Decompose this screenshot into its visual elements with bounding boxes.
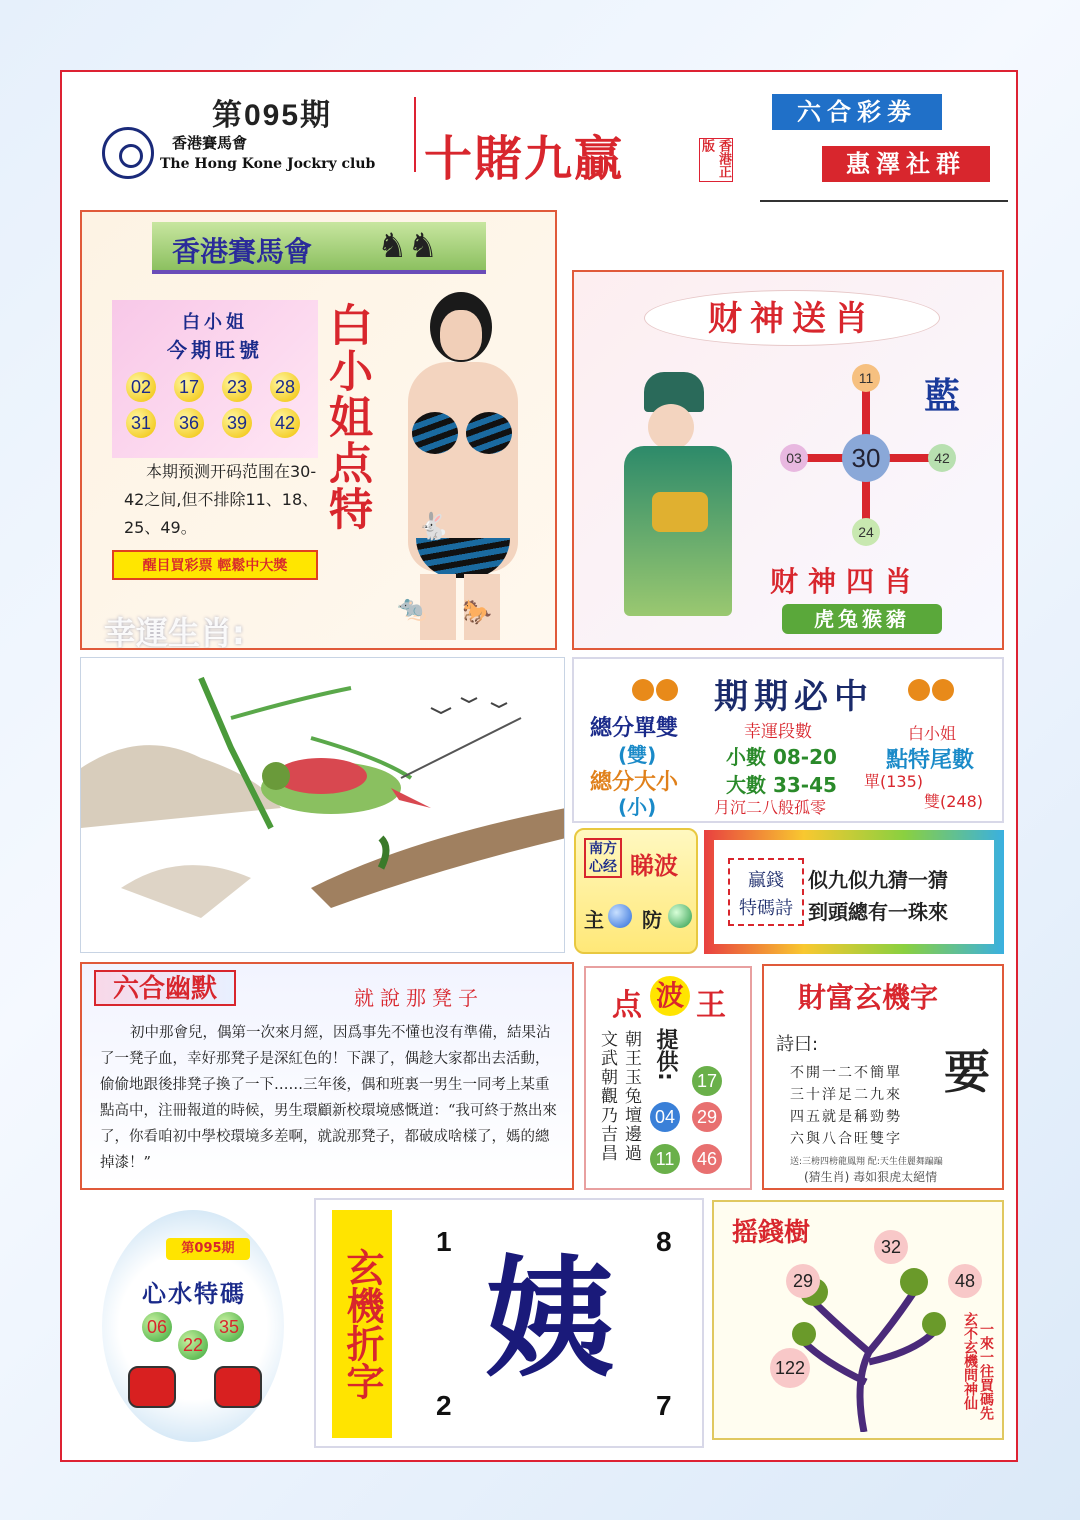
miss-bai-panel xyxy=(80,210,557,650)
blue-ball-icon xyxy=(608,904,632,928)
left-number: 03 xyxy=(780,444,808,472)
dian-number-ball: 46 xyxy=(692,1144,722,1174)
tree-side-2: 玄不玄機問神仙 xyxy=(962,1312,978,1410)
community-badge: 惠澤社群 xyxy=(822,146,990,182)
bird-illustration xyxy=(80,657,565,953)
edition-tag: 香港正版 xyxy=(699,138,733,182)
num-top-left: 1 xyxy=(436,1226,452,1257)
humor-title: 六合幽默 xyxy=(94,970,236,1006)
vertical-title: 白小姐点特 xyxy=(321,302,372,532)
dian-number-ball: 29 xyxy=(692,1102,722,1132)
green-ball-icon xyxy=(668,904,692,928)
coin-icon xyxy=(632,679,654,701)
coin-icon xyxy=(932,679,954,701)
lucky-number-ball: 23 xyxy=(222,372,252,402)
heart-number-ball: 35 xyxy=(214,1312,244,1342)
zodiac-list: 虎兔猴豬 xyxy=(782,604,942,634)
wealth-title: 财神送肖 xyxy=(644,290,940,346)
slogan: 醒目買彩票 輕鬆中大獎 xyxy=(112,550,318,580)
mystic-line-4: 六與八合旺雙字 xyxy=(790,1131,902,1147)
bird-drawing xyxy=(81,658,565,953)
fist-icon xyxy=(128,1366,176,1408)
odd-even-label: 總分單雙 xyxy=(590,716,679,741)
heart-number-ball: 06 xyxy=(142,1312,172,1342)
bottom-number: 24 xyxy=(852,518,880,546)
dian-col-2: 朝王玉兔壇邊過 xyxy=(621,1030,641,1163)
wave-tag: 南方心经 xyxy=(584,838,622,878)
box-title-2: 今期旺號 xyxy=(167,338,263,362)
big-small-label: 總分大小 xyxy=(590,770,679,795)
header-divider xyxy=(414,97,416,172)
single-tail: 單(135) xyxy=(864,772,924,791)
double-tail: 雙(248) xyxy=(924,792,984,811)
mystic-title: 財富玄機字 xyxy=(798,981,939,1014)
dian-bo-panel xyxy=(584,966,752,1190)
header xyxy=(62,72,1016,207)
lucky-number-ball: 17 xyxy=(174,372,204,402)
tail-label: 點特尾數 xyxy=(886,748,975,773)
horse-icon: 🐎 xyxy=(462,598,492,626)
poem-panel xyxy=(704,830,1004,954)
right-number: 42 xyxy=(928,444,956,472)
money-tree-panel xyxy=(712,1200,1004,1440)
must-win-title: 期期必中 xyxy=(714,677,874,717)
dian-number-ball: 04 xyxy=(650,1102,680,1132)
box-title-1: 白小姐 xyxy=(182,312,248,333)
model-photo xyxy=(382,292,542,640)
tree-number-ball: 122 xyxy=(770,1348,810,1388)
mystic-lines xyxy=(790,1062,902,1150)
wealth-god-figure xyxy=(604,372,754,622)
poem-label-1: 贏錢 xyxy=(748,870,784,891)
big-range: 大數 33-45 xyxy=(726,773,837,797)
luck-zodiac-label: 幸運生肖: xyxy=(104,614,245,650)
wave-title: 睇波 xyxy=(630,852,678,880)
wave-panel xyxy=(574,828,698,954)
lucky-number-ball: 31 xyxy=(126,408,156,438)
dian-title-3: 王 xyxy=(696,988,726,1023)
num-top-right: 8 xyxy=(656,1226,672,1257)
rabbit-icon: 🐇 xyxy=(417,512,450,542)
center-number: 30 xyxy=(842,434,890,482)
mystic-line-1: 不開一二不簡單 xyxy=(790,1065,902,1081)
poem-label-2: 特碼詩 xyxy=(739,898,793,919)
dian-title-2: 波 xyxy=(650,976,690,1016)
tree-number-ball: 48 xyxy=(948,1264,982,1298)
tree-number-ball: 29 xyxy=(786,1264,820,1298)
club-name-cn: 香港賽馬會 xyxy=(172,134,248,152)
main-label: 主 xyxy=(584,908,604,932)
humor-subtitle: 就說那凳子 xyxy=(354,986,484,1010)
dian-col-1: 文武朝觀乃吉昌 xyxy=(597,1030,617,1163)
split-char-panel xyxy=(314,1198,704,1448)
miss-bai-label: 白小姐 xyxy=(908,724,957,743)
poem-line-1: 似九似九猜一猜 xyxy=(808,868,948,892)
four-zodiac-title: 财神四肖 xyxy=(770,565,923,598)
lucky-range-label: 幸運段數 xyxy=(744,722,812,742)
tree-number-ball: 32 xyxy=(874,1230,908,1264)
wealth-god-panel xyxy=(572,270,1004,650)
heart-issue: 第095期 xyxy=(166,1238,250,1260)
issue-number: 第095期 xyxy=(212,99,333,132)
big-char: 要 xyxy=(944,1045,990,1099)
main-title: 十賭九贏 xyxy=(424,131,625,187)
horse-banner xyxy=(152,222,486,274)
club-name-en: The Hong Kone Jockry club xyxy=(160,156,376,172)
color-word: 藍 xyxy=(924,376,961,417)
dian-number-ball: 17 xyxy=(692,1066,722,1096)
club-logo-icon xyxy=(102,127,154,179)
mystic-line-3: 四五就是稱勁勢 xyxy=(790,1109,902,1125)
num-bottom-left: 2 xyxy=(436,1390,452,1421)
humor-body: 初中那會兒，偶第一次來月經，因爲事先不懂也沒有準備，結果沾了一凳子血，幸好那凳子是深紅色的！下課了，偶趁大家都出去活動，偷偷地跟後排凳子換了一下……三年後，偶和班裏一男生一同考上某重點高中，注冊報道的時候，男生環顧新校環境感慨道：“我可終于熬出來了，你看咱初中學校環境多差啊，就說那凳子，都破成啥樣了，媽的總掉漆！” xyxy=(100,1025,557,1171)
odd-even-value: (雙) xyxy=(618,743,657,767)
tree-side-1: 一來一往買碼先 xyxy=(978,1322,994,1420)
num-bottom-right: 7 xyxy=(656,1390,672,1421)
must-win-panel xyxy=(572,657,1004,823)
coin-icon xyxy=(656,679,678,701)
poem-line-2: 到頭總有一珠來 xyxy=(808,900,948,924)
big-small-value: (小) xyxy=(618,795,657,819)
dian-title-1: 点 xyxy=(612,988,642,1023)
split-label: 玄機折字 xyxy=(332,1210,392,1438)
guard-label: 防 xyxy=(642,908,662,932)
rat-icon: 🐀 xyxy=(397,594,427,622)
heart-title: 心水特碼 xyxy=(142,1279,246,1308)
horse-icon: ♞♞ xyxy=(377,226,438,266)
banner-title: 香港賽馬會 xyxy=(172,235,313,268)
heart-number-ball: 22 xyxy=(178,1330,208,1360)
mystic-word-panel xyxy=(762,964,1004,1190)
lucky-numbers-box xyxy=(112,300,318,458)
lucky-number-ball: 39 xyxy=(222,408,252,438)
small-range: 小數 08-20 xyxy=(726,745,837,769)
mystic-guess: (猜生肖) 毒如狠虎太絕情 xyxy=(804,1170,938,1184)
mystic-note: 送:三榜四榜龍鳳翔 配:天生佳麗舞蹁蹁 xyxy=(790,1157,943,1167)
coin-icon xyxy=(908,679,930,701)
humor-panel xyxy=(80,962,574,1190)
split-char: 姨 xyxy=(484,1243,615,1395)
predict-text: 本期预测开码范围在30-42之间,但不排除11、18、25、49。 xyxy=(124,462,319,537)
money-tree-title: 摇錢樹 xyxy=(732,1218,811,1248)
heart-water-panel xyxy=(80,1198,304,1450)
header-underline xyxy=(760,200,1008,202)
dian-number-ball: 11 xyxy=(650,1144,680,1174)
poem-label: 詩曰: xyxy=(776,1034,819,1055)
poem-label-box xyxy=(728,858,804,926)
poem-hint: 月沉二八般孤零 xyxy=(714,798,827,817)
lucky-number-ball: 42 xyxy=(270,408,300,438)
lucky-number-ball: 02 xyxy=(126,372,156,402)
lucky-number-ball: 36 xyxy=(174,408,204,438)
lottery-badge: 六合彩劵 xyxy=(772,94,942,130)
fist-icon xyxy=(214,1366,262,1408)
dian-provide: 提供: xyxy=(653,1028,678,1081)
top-number: 11 xyxy=(852,364,880,392)
lucky-number-ball: 28 xyxy=(270,372,300,402)
mystic-line-2: 三十洋足二九來 xyxy=(790,1087,902,1103)
